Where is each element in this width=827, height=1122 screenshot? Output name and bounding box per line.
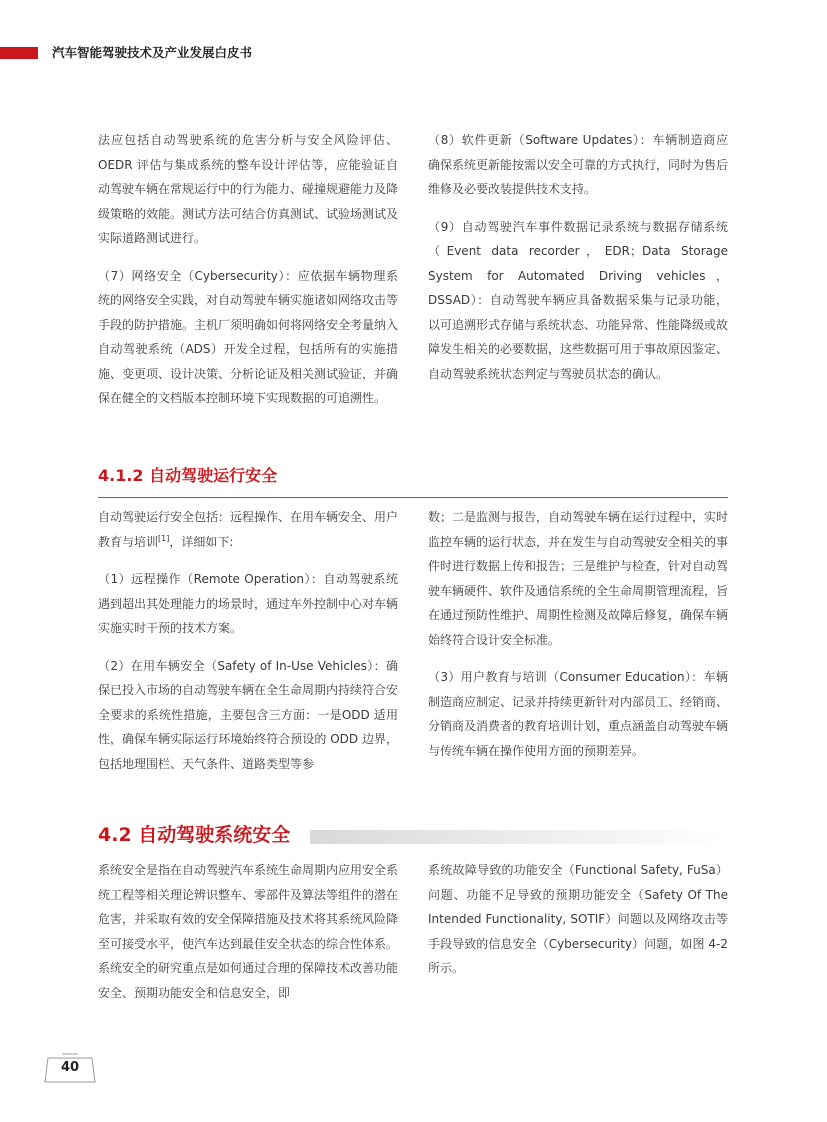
paragraph [98,505,398,554]
section-42-right-column [428,858,728,994]
paragraph: （9）自动驾驶汽车事件数据记录系统与数据存储系统（Event data recorder，EDR；Data Storage System for Automated Driving vehicles，DSSAD）：自动驾驶车辆应具备数据采集与记录功能，以可追溯形式存储与系统状态、功能异常、性能降级或故障发生相关的必要数据，这些数据可用于事故原因鉴定、自动驾驶系统状态判定与驾驶员状态的确认。 [428,219,729,381]
paragraph: 系统安全是指在自动驾驶汽车系统生命周期内应用安全系统工程等相关理论辨识整车、零部件及算法等组件的潜在危害，并采取有效的安全保障措施及技术将其系统风险降至可接受水平，使汽车达到最佳安全状态的综合性体系。系统安全的研究重点是如何通过合理的保障技术改善功能安全、预期功能安全和信息安全，即 [98,863,399,1000]
paragraph: （8）软件更新（Software Updates）：车辆制造商应确保系统更新能按需以安全可靠的方式执行，同时为售后维修及必要改装提供技术支持。 [428,133,729,196]
header-title: 汽车智能驾驶技术及产业发展白皮书 [52,45,253,60]
section-heading-band [310,830,730,844]
paragraph: （7）网络安全（Cybersecurity）：应依据车辆物理系统的网络安全实践，对自动驾驶车辆实施诸如网络攻击等手段的防护措施。主机厂须明确如何将网络安全考量纳入自动驾驶系统（ADS）开发全过程，包括所有的实施措施、变更项、设计决策、分析论证及相关测试验证，并确保在健全的文档版本控制环境下实现数据的可追溯性。 [98,268,399,405]
section-42-left-column [98,858,398,1018]
paragraph: 数；二是监测与报告，自动驾驶车辆在运行过程中，实时监控车辆的运行状态，并在发生与自动驾驶安全相关的事件时进行数据上传和报告；三是维护与检查，针对自动驾驶车辆硬件、软件及通信系统的全生命周期管理流程，旨在通过预防性维护、周期性检测及故障后修复，确保车辆始终符合设计安全标准。 [428,510,729,647]
top-left-column [98,128,398,424]
section-divider [98,497,728,498]
paragraph: （3）用户教育与培训（Consumer Education）：车辆制造商应制定、记录并持续更新针对内部员工、经销商、分销商及消费者的教育培训计划，重点涵盖自动驾驶车辆与传统车辆在操作使用方面的预期差异。 [428,670,729,758]
paragraph: （2）在用车辆安全（Safety of In-Use Vehicles）：确保已投入市场的自动驾驶车辆在全生命周期内持续符合安全要求的系统性措施，主要包含三方面：一是ODD 适用性，确保车辆实际运行环境始终符合预设的 ODD 边界，包括地理围栏、天气条件、道路类型等参 [98,658,399,771]
section-411-left-column [98,505,398,789]
paragraph: （1）远程操作（Remote Operation）：自动驾驶系统遇到超出其处理能力的场景时，通过车外控制中心对车辆实施实时干预的技术方案。 [98,572,399,635]
paragraph: 法应包括自动驾驶系统的危害分析与安全风险评估、OEDR 评估与集成系统的整车设计评估等，应能验证自动驾驶车辆在常规运行中的行为能力、碰撞规避能力及降级策略的效能。测试方法可结合仿真测试、试验场测试及实际道路测试进行。 [98,133,399,245]
header-accent-bar [0,47,38,59]
intro-text-end: ，详细如下: [169,534,234,549]
top-right-column [428,128,728,399]
citation-ref[interactable]: [1] [158,533,170,543]
section-heading-4-2: 4.2 自动驾驶系统安全 [98,824,291,846]
paragraph: 系统故障导致的功能安全（Functional Safety, FuSa）问题、功能不足导致的预期功能安全（Safety Of The Intended Functionality, SOTIF）问题以及网络攻击等手段导致的信息安全（Cybersecurity）问题，如图 4-2 所示。 [428,863,728,975]
section-411-right-column [428,505,728,776]
page-number: 40 [60,1060,80,1075]
section-heading-4-1-2: 4.1.2 自动驾驶运行安全 [98,466,278,485]
intro-text: 自动驾驶运行安全包括：远程操作、在用车辆安全、用户教育与培训 [98,510,399,549]
